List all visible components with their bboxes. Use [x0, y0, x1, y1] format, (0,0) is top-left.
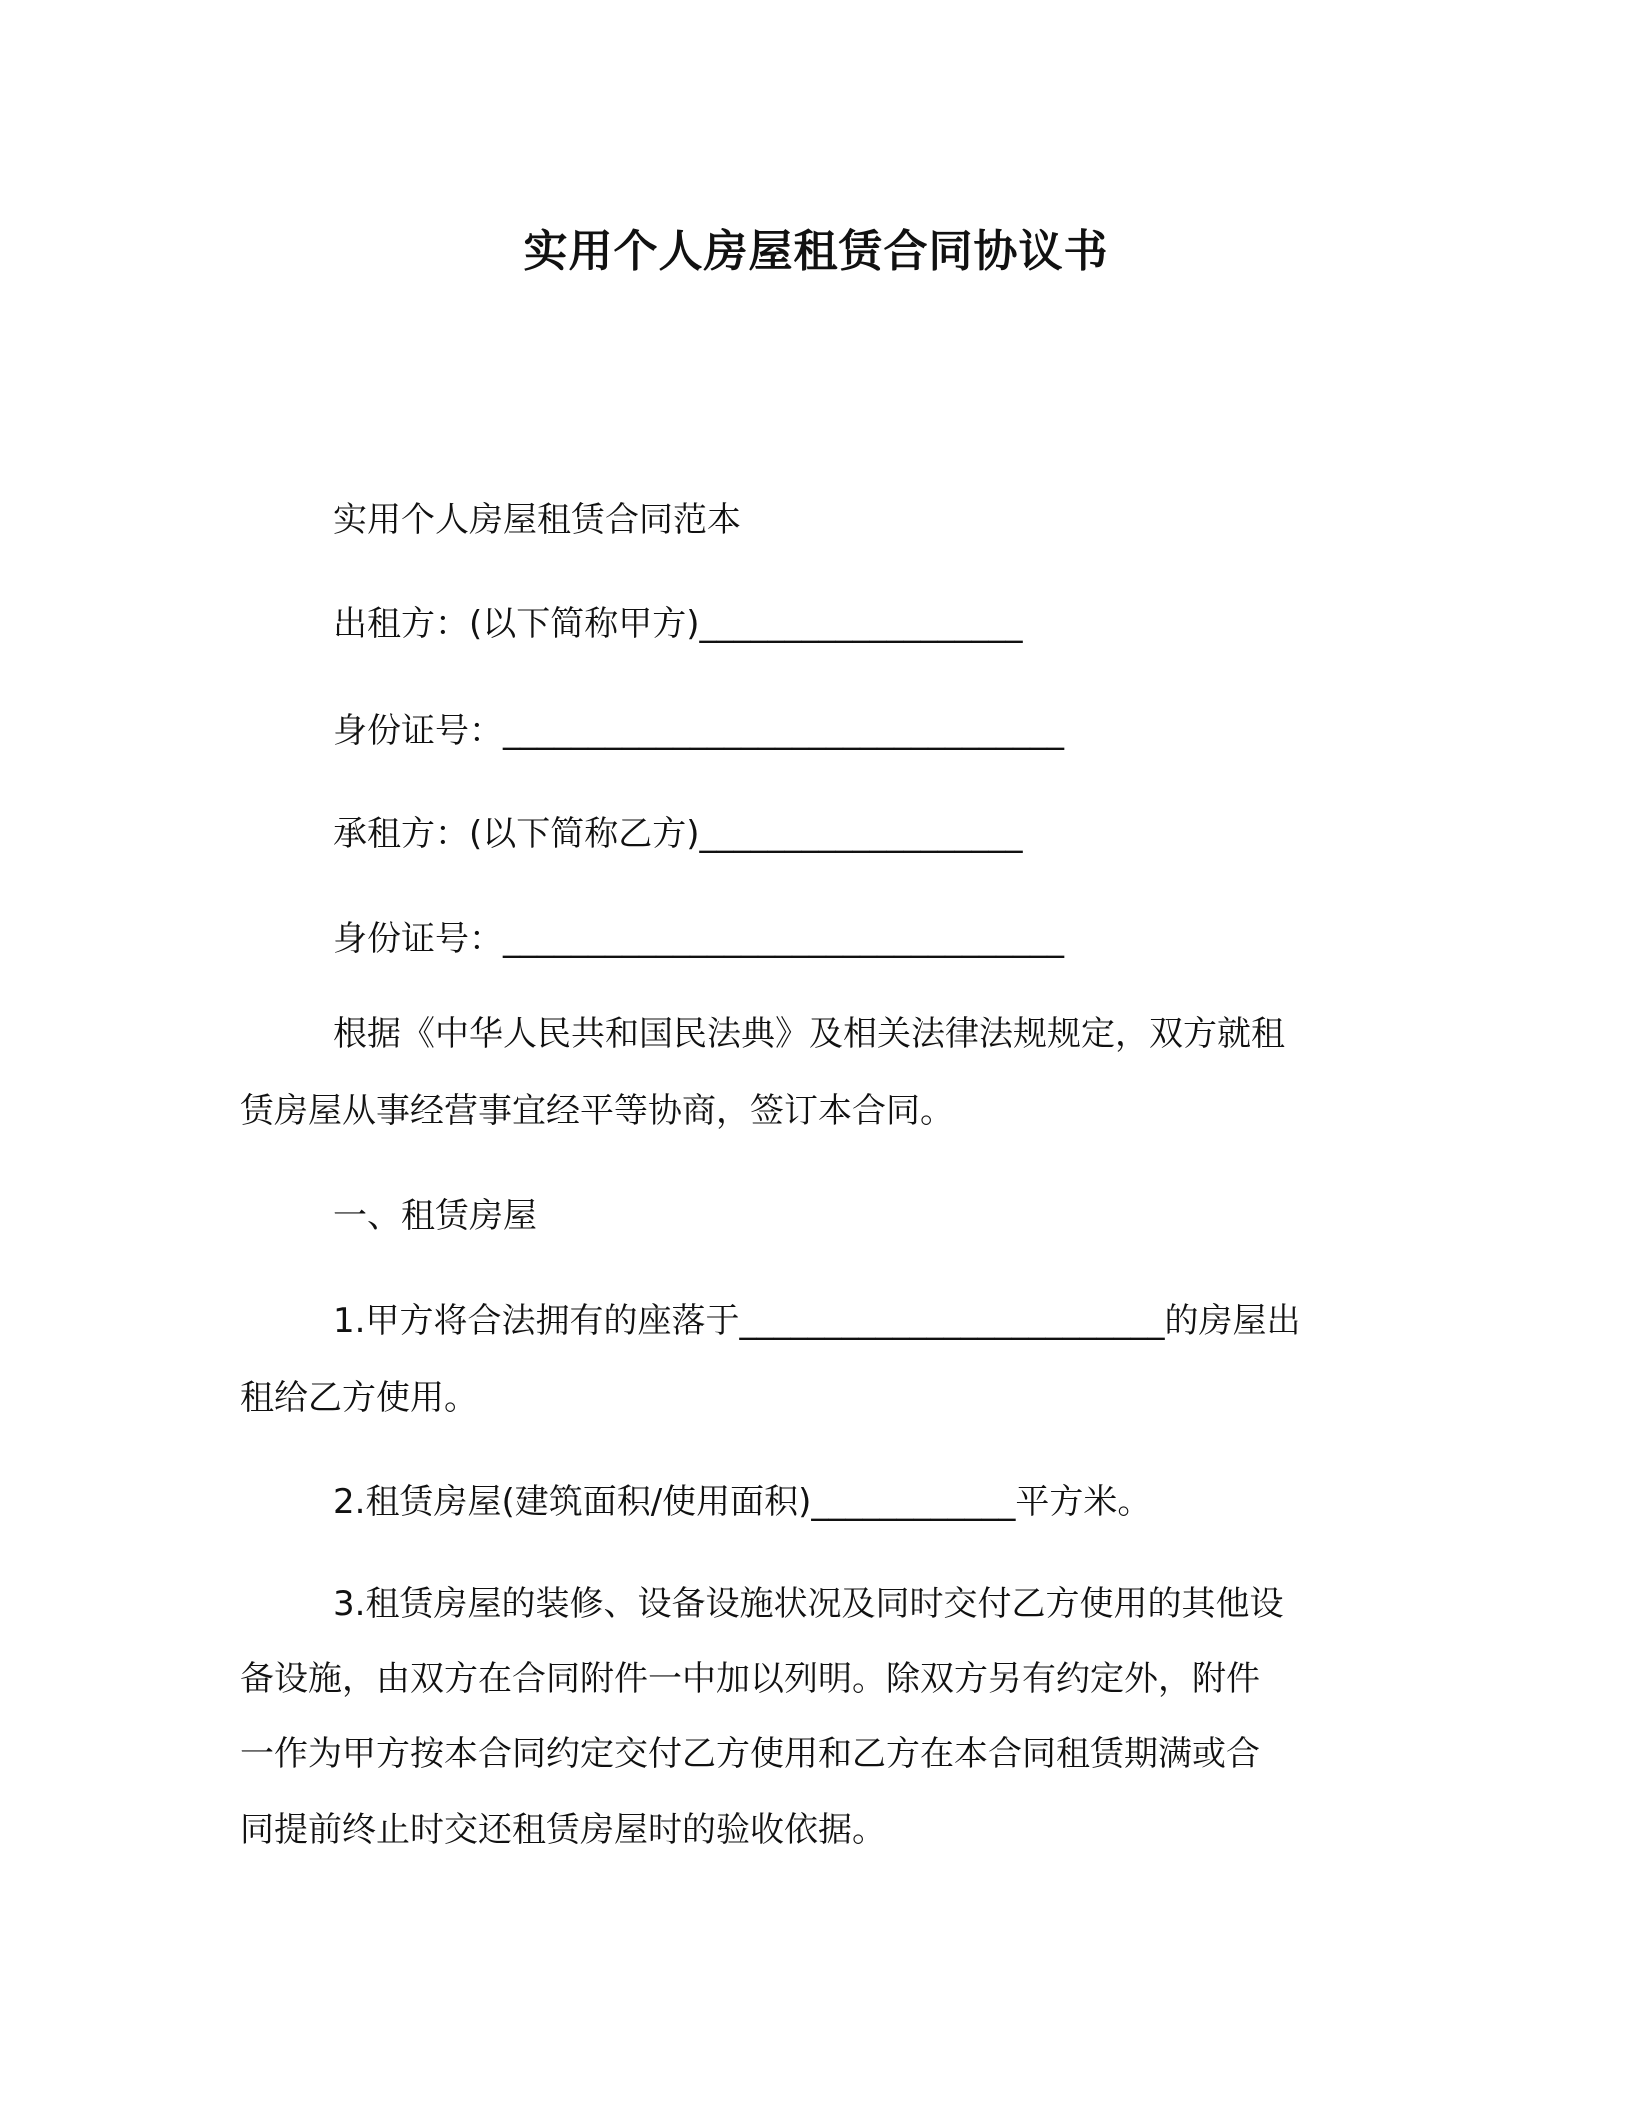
- clause-1-line-2: 租给乙方使用。: [240, 1378, 478, 1418]
- clause-1-line-1: 1.甲方将合法拥有的座落于_________________________的房屋出: [333, 1301, 1301, 1341]
- clause-3-line-2: 备设施，由双方在合同附件一中加以列明。除双方另有约定外，附件: [240, 1659, 1260, 1699]
- clause-2: 2.租赁房屋(建筑面积/使用面积)____________平方米。: [333, 1482, 1152, 1522]
- template-subtitle: 实用个人房屋租赁合同范本: [333, 500, 741, 540]
- lessor-id-field: 身份证号：_________________________________: [333, 711, 1064, 751]
- lessee-id-field: 身份证号：_________________________________: [333, 919, 1064, 959]
- clause-3-line-1: 3.租赁房屋的装修、设备设施状况及同时交付乙方使用的其他设: [333, 1584, 1284, 1624]
- section-heading-1: 一、租赁房屋: [333, 1196, 537, 1236]
- preamble-line-1: 根据《中华人民共和国民法典》及相关法律法规规定，双方就租: [333, 1014, 1285, 1054]
- lessee-field: 承租方：(以下简称乙方)___________________: [333, 814, 1023, 854]
- preamble-line-2: 赁房屋从事经营事宜经平等协商，签订本合同。: [240, 1091, 954, 1131]
- document-title: 实用个人房屋租赁合同协议书: [523, 226, 1109, 277]
- lessor-field: 出租方：(以下简称甲方)___________________: [333, 604, 1023, 644]
- clause-3-line-4: 同提前终止时交还租赁房屋时的验收依据。: [240, 1810, 886, 1850]
- clause-3-line-3: 一作为甲方按本合同约定交付乙方使用和乙方在本合同租赁期满或合: [240, 1734, 1260, 1774]
